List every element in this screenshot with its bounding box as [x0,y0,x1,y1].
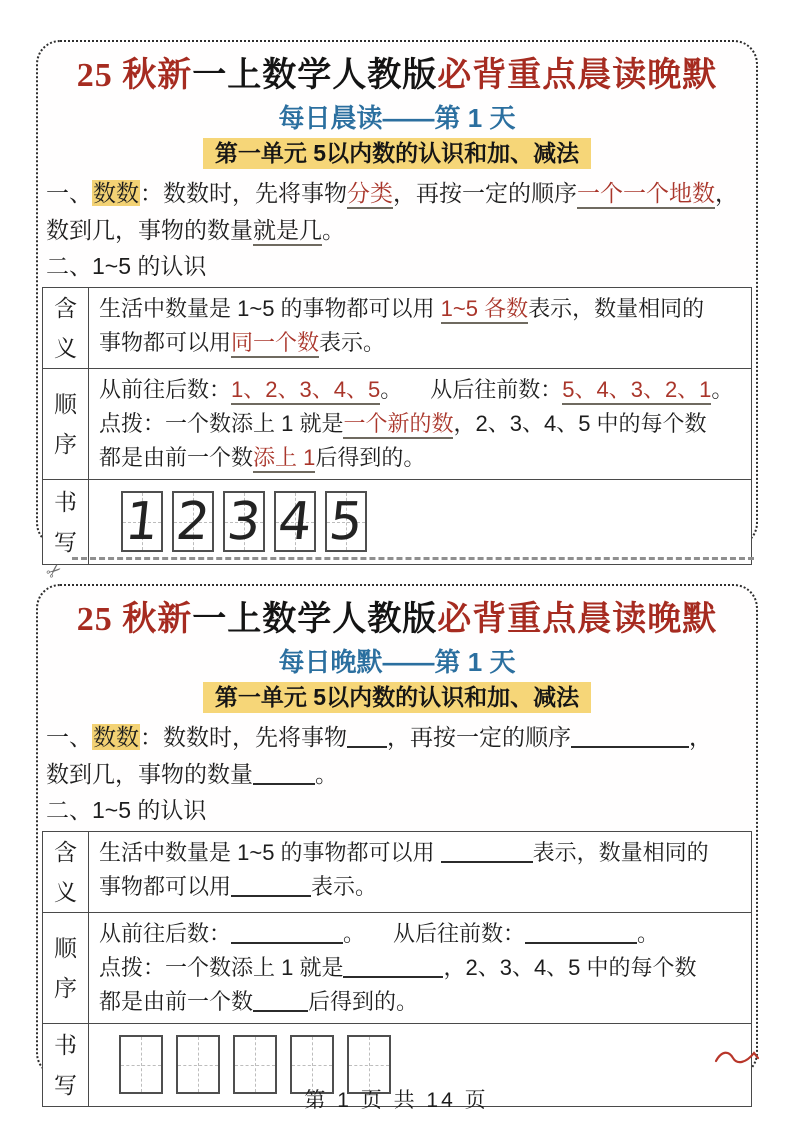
morning-knowledge-table [42,287,752,565]
row-content-meaning [89,832,751,912]
row-content-order [89,913,751,1023]
table-row-order [43,912,751,1023]
answer-text: 1、2、3、4、5 [231,377,380,405]
evening-subtitle: 每日晚默——第 1 天 [278,647,516,677]
text-segment: 都是由前一个数 [99,445,254,470]
text-segment: ：数数时，先将事物 [140,180,347,206]
text-segment: 表示。 [319,330,386,355]
text-segment: 一、 [46,180,92,206]
text-segment: 后得到的。 [315,445,426,470]
text-segment: 从前往后数： [99,377,232,402]
handwritten-digit: 2 [173,491,213,552]
evening-dictation-panel [36,584,758,1098]
text-segment: 后得到的。 [308,989,419,1014]
row-header-order [43,913,89,1023]
meaning-line1 [99,292,745,326]
row-content-order [89,369,751,479]
row-header-label: 书写 [53,1032,77,1098]
table-row-writing [43,479,751,564]
order-line3 [99,441,745,475]
page-title [42,54,752,98]
writing-box-2 [172,491,214,552]
meaning-line2 [99,870,745,904]
fill-in-blank [347,725,387,748]
highlighted-term: 数数 [93,724,139,750]
writing-grid-boxes [99,484,745,560]
fill-in-blank [343,956,443,978]
fill-in-blank [253,990,308,1012]
text-segment: ：数数时，先将事物 [140,724,347,750]
title-segment-black: 一上数学人教版 [192,57,438,94]
text-segment: 事物都可以用 [99,874,232,899]
text-segment: ，再按一定的顺序 [387,724,571,750]
answer-text: 5、4、3、2、1 [562,377,711,405]
row-header-label: 顺序 [53,391,77,457]
unit-heading-row [42,138,752,169]
meaning-line2 [99,326,745,360]
evening-knowledge-table [42,831,752,1107]
text-segment: 表示。 [311,874,378,899]
text-segment: 数到几，事物的数量 [46,761,253,787]
text-segment: ，2、3、4、5 中的每个数 [453,411,707,436]
writing-box-3 [223,491,265,552]
fill-in-blank [231,922,343,944]
order-line3 [99,985,745,1019]
answer-text: 一个新的数 [343,411,453,439]
scissors-icon: ✂ [42,558,67,584]
handwritten-digit: 4 [275,491,315,552]
text-segment: 。 [711,377,734,402]
meaning-line1 [99,836,745,870]
text-segment: 数到几，事物的数量 [46,217,253,243]
text-segment: 。 [315,761,338,787]
text-segment: ， [689,724,712,750]
text-segment: ，2、3、4、5 中的每个数 [443,955,697,980]
red-scribble-mark [714,1046,760,1066]
row-content-writing [89,480,751,564]
morning-subtitle: 每日晨读——第 1 天 [278,103,516,133]
unit-heading: 第一单元 5以内数的认识和加、减法 [203,138,591,169]
text-segment: 生活中数量是 1~5 的事物都可以用 [99,840,441,865]
cut-dashed-line [72,557,754,560]
handwritten-digit: 1 [122,491,162,552]
writing-box-5 [325,491,367,552]
text-segment: 事物都可以用 [99,330,232,355]
fill-in-blank [253,762,315,785]
title-segment-red2: 必背重点晨读晚默 [437,57,718,94]
row-header-meaning [43,288,89,368]
writing-box-1 [121,491,163,552]
answer-text: 添上 1 [253,445,315,473]
counting-definition-line1 [46,175,748,212]
text-segment: 点拨：一个数添上 1 就是 [99,411,344,436]
text-segment: 。 [322,217,345,243]
highlighted-term: 数数 [93,180,139,206]
answer-text: 1~5 各数 [441,296,528,324]
row-header-writing [43,480,89,564]
page-number-footer: 第 1 页 共 14 页 [304,1089,489,1112]
section2-heading: 二、1~5 的认识 [46,797,207,823]
row-header-label: 含义 [53,295,77,361]
text-segment: 表示，数量相同的 [528,296,705,321]
title-segment-red: 25 秋新 [76,57,193,94]
text-segment: 都是由前一个数 [99,989,254,1014]
order-line1 [99,373,745,407]
answer-text: 分类 [347,180,393,209]
order-line2 [99,407,745,441]
text-segment: 。 [380,377,403,402]
order-line2 [99,951,745,985]
title-segment-red: 25 秋新 [76,601,193,638]
unit-heading-row [42,682,752,713]
table-row-order [43,368,751,479]
row-content-meaning [89,288,751,368]
underlined-term: 就是几 [253,217,322,246]
row-header-order [43,369,89,479]
counting-definition-line2 [46,212,748,249]
text-segment: 。 [637,921,660,946]
text-segment: 一、 [46,724,92,750]
fill-in-blank [525,922,637,944]
answer-text: 同一个数 [231,330,319,358]
morning-body [46,175,748,283]
fill-in-blank [571,725,689,748]
text-segment: ， [715,180,738,206]
text-segment: 表示，数量相同的 [532,840,709,865]
text-segment: ，再按一定的顺序 [393,180,577,206]
morning-reading-panel [36,40,758,555]
text-segment: 从后往前数： [430,377,563,402]
handwritten-digit: 5 [326,491,366,552]
unit-heading: 第一单元 5以内数的认识和加、减法 [203,682,591,713]
handwritten-digit: 3 [224,491,264,552]
row-header-label: 含义 [53,839,77,905]
writing-box-4 [274,491,316,552]
fill-in-blank [231,875,311,897]
evening-body [46,719,748,827]
row-header-label: 顺序 [53,935,77,1001]
title-segment-red2: 必背重点晨读晚默 [437,601,718,638]
order-line1 [99,917,745,951]
text-segment: 从前往后数： [99,921,232,946]
answer-text: 一个一个地数 [577,180,715,209]
section2-heading: 二、1~5 的认识 [46,253,207,279]
text-segment: 点拨：一个数添上 1 就是 [99,955,344,980]
row-header-label: 书写 [53,489,77,555]
fill-in-blank [441,841,533,863]
text-segment: 从后往前数： [393,921,526,946]
table-row-meaning [43,832,751,912]
page-title [42,598,752,642]
text-segment: 。 [343,921,366,946]
table-row-meaning [43,288,751,368]
row-header-meaning [43,832,89,912]
counting-blank-line2 [46,756,748,793]
counting-blank-line1 [46,719,748,756]
title-segment-black: 一上数学人教版 [192,601,438,638]
text-segment: 生活中数量是 1~5 的事物都可以用 [99,296,441,321]
